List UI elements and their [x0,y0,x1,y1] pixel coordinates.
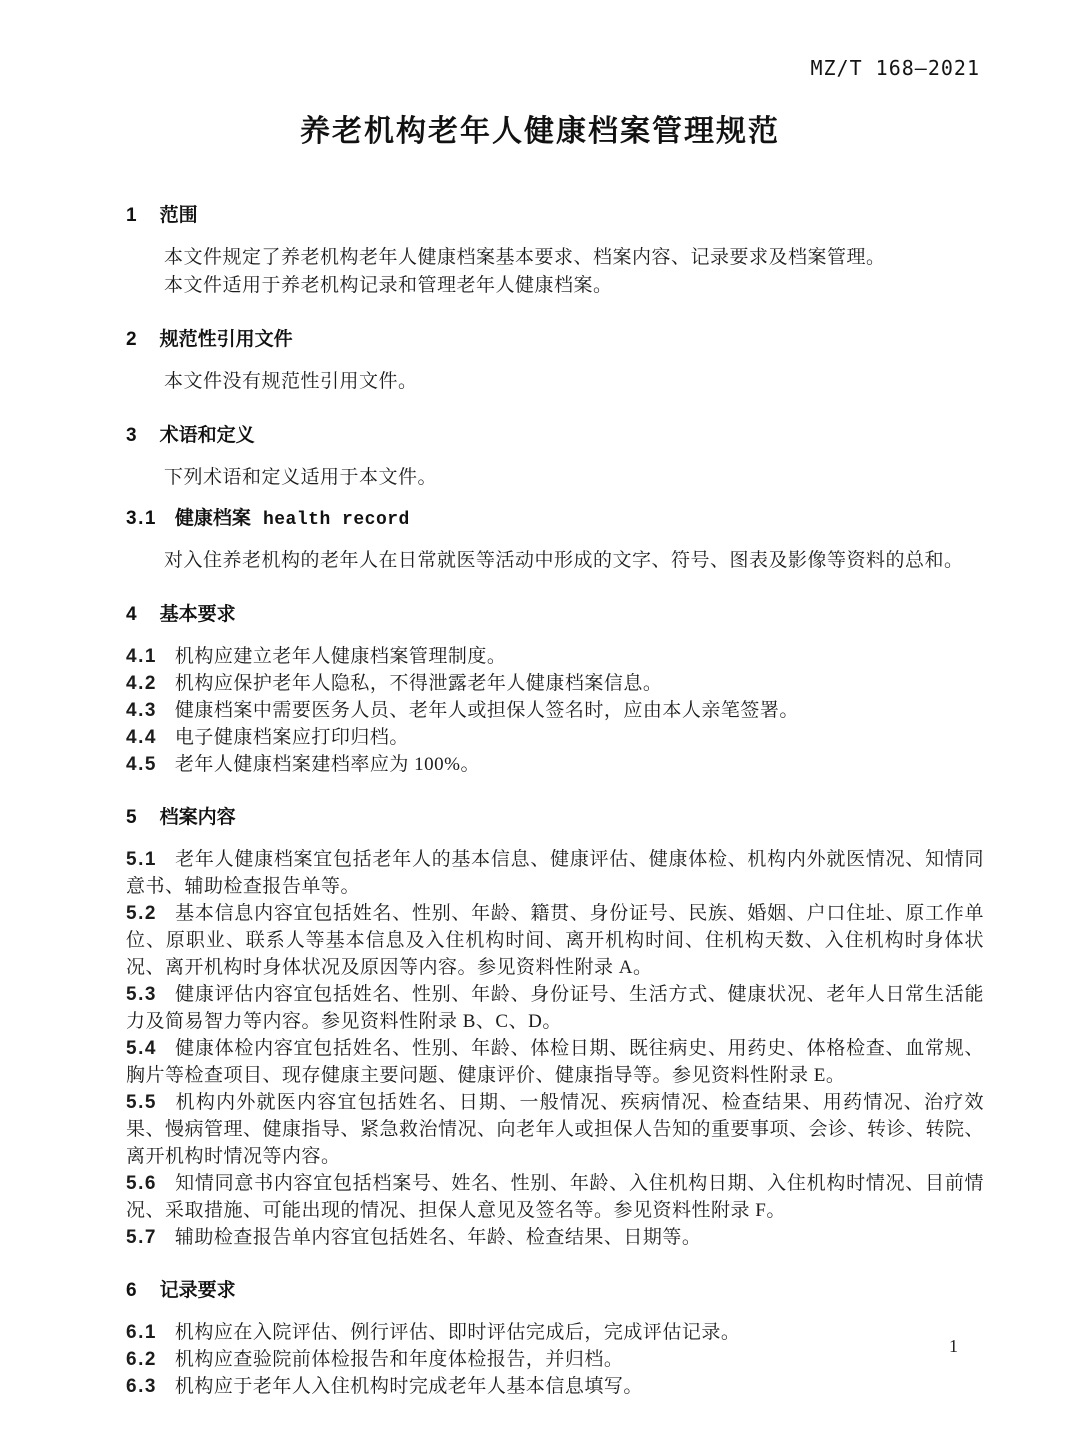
clause-text: 健康评估内容宜包括姓名、性别、年龄、身份证号、生活方式、健康状况、老年人日常生活能力及简易智力等内容。参见资料性附录 B、C、D。 [126,984,984,1032]
paragraph: 本文件没有规范性引用文件。 [164,371,418,392]
clause-number: 5.4 [126,1038,157,1059]
section-number: 1 [126,205,138,226]
standard-number: MZ/T 168—2021 [810,56,980,80]
clause-number: 5.6 [126,1173,157,1194]
term-name-zh: 健康档案 [174,508,251,529]
clause-number: 5.7 [126,1227,157,1248]
clause-text: 健康体检内容宜包括姓名、性别、年龄、体检日期、既往病史、用药史、体格检查、血常规、胸片等检查项目、现存健康主要问题、健康评价、健康指导等。参见资料性附录 E。 [126,1038,984,1086]
clause-text: 机构应建立老年人健康档案管理制度。 [174,646,507,667]
clause-number: 5.2 [126,903,157,924]
clause-paragraph [126,1346,984,1373]
section-heading [126,804,984,832]
clause-text: 机构应于老年人入住机构时完成老年人基本信息填写。 [174,1376,643,1397]
clause-text: 基本信息内容宜包括姓名、性别、年龄、籍贯、身份证号、民族、婚姻、户口住址、原工作单位、原职业、联系人等基本信息及入住机构时间、离开机构时间、住机构天数、入住机构时身体状况、离开机构时身体状况及原因等内容。参见资料性附录 A。 [126,903,984,978]
document-title: 养老机构老年人健康档案管理规范 [300,115,780,148]
clause-number: 5.3 [126,984,157,1005]
section-number: 3 [126,425,138,446]
clause-text: 辅助检查报告单内容宜包括姓名、年龄、检查结果、日期等。 [174,1227,702,1248]
section-number: 4 [126,604,138,625]
clause-paragraph [126,900,984,981]
section-title: 范围 [159,205,198,226]
paragraph: 对入住养老机构的老年人在日常就医等活动中形成的文字、符号、图表及影像等资料的总和。 [164,550,964,571]
page-number: 1 [949,1336,958,1356]
clause-number: 5.1 [126,849,157,870]
term-number: 3.1 [126,508,157,529]
clause-paragraph [126,1170,984,1224]
paragraph: 本文件规定了养老机构老年人健康档案基本要求、档案内容、记录要求及档案管理。 [164,247,886,268]
clause-text: 机构应查验院前体检报告和年度体检报告，并归档。 [174,1349,624,1370]
section-heading [126,202,984,230]
clause-paragraph [126,1089,984,1170]
section-heading [126,422,984,450]
section-title: 术语和定义 [159,425,255,446]
clause-paragraph [126,643,984,670]
clause-paragraph [126,670,984,697]
term-name-en: health record [262,510,410,530]
section-heading [126,1277,984,1305]
clause-text: 机构应在入院评估、例行评估、即时评估完成后，完成评估记录。 [174,1322,741,1343]
clause-paragraph [126,1373,984,1400]
clause-paragraph [126,751,984,778]
paragraph: 下列术语和定义适用于本文件。 [164,467,438,488]
clause-paragraph [126,1319,984,1346]
clause-number: 5.5 [126,1092,157,1113]
clause-text: 老年人健康档案宜包括老年人的基本信息、健康评估、健康体检、机构内外就医情况、知情同意书、辅助检查报告单等。 [126,849,984,897]
clause-paragraph [126,724,984,751]
section-title: 规范性引用文件 [159,329,293,350]
clause-number: 6.1 [126,1322,157,1343]
clause-paragraph [126,1224,984,1251]
clause-paragraph [126,981,984,1035]
document-sections [126,152,984,1400]
paragraph: 本文件适用于养老机构记录和管理老年人健康档案。 [164,275,613,296]
section-title: 档案内容 [159,807,236,828]
clause-text: 电子健康档案应打印归档。 [174,727,409,748]
clause-number: 4.4 [126,727,157,748]
section-heading [126,601,984,629]
clause-paragraph [126,846,984,900]
section-number: 6 [126,1280,138,1301]
clause-number: 4.3 [126,700,157,721]
clause-text: 机构内外就医内容宜包括姓名、日期、一般情况、疾病情况、检查结果、用药情况、治疗效果、慢病管理、健康指导、紧急救治情况、向老年人或担保人告知的重要事项、会诊、转诊、转院、离开机构时情况等内容。 [126,1092,985,1167]
clause-number: 6.3 [126,1376,157,1397]
clause-text: 老年人健康档案建档率应为 100%。 [174,754,480,775]
clause-text: 健康档案中需要医务人员、老年人或担保人签名时，应由本人亲笔签署。 [174,700,799,721]
clause-paragraph [126,697,984,724]
clause-number: 6.2 [126,1349,157,1370]
clause-number: 4.2 [126,673,157,694]
clause-paragraph [126,1035,984,1089]
section-heading [126,326,984,354]
clause-text: 知情同意书内容宜包括档案号、姓名、性别、年龄、入住机构日期、入住机构时情况、目前情况、采取措施、可能出现的情况、担保人意见及签名等。参见资料性附录 F。 [126,1173,984,1221]
section-title: 记录要求 [159,1280,236,1301]
section-number: 2 [126,329,138,350]
clause-number: 4.5 [126,754,157,775]
term-heading [126,505,984,534]
clause-text: 机构应保护老年人隐私，不得泄露老年人健康档案信息。 [174,673,663,694]
section-title: 基本要求 [159,604,236,625]
section-number: 5 [126,807,138,828]
clause-number: 4.1 [126,646,157,667]
